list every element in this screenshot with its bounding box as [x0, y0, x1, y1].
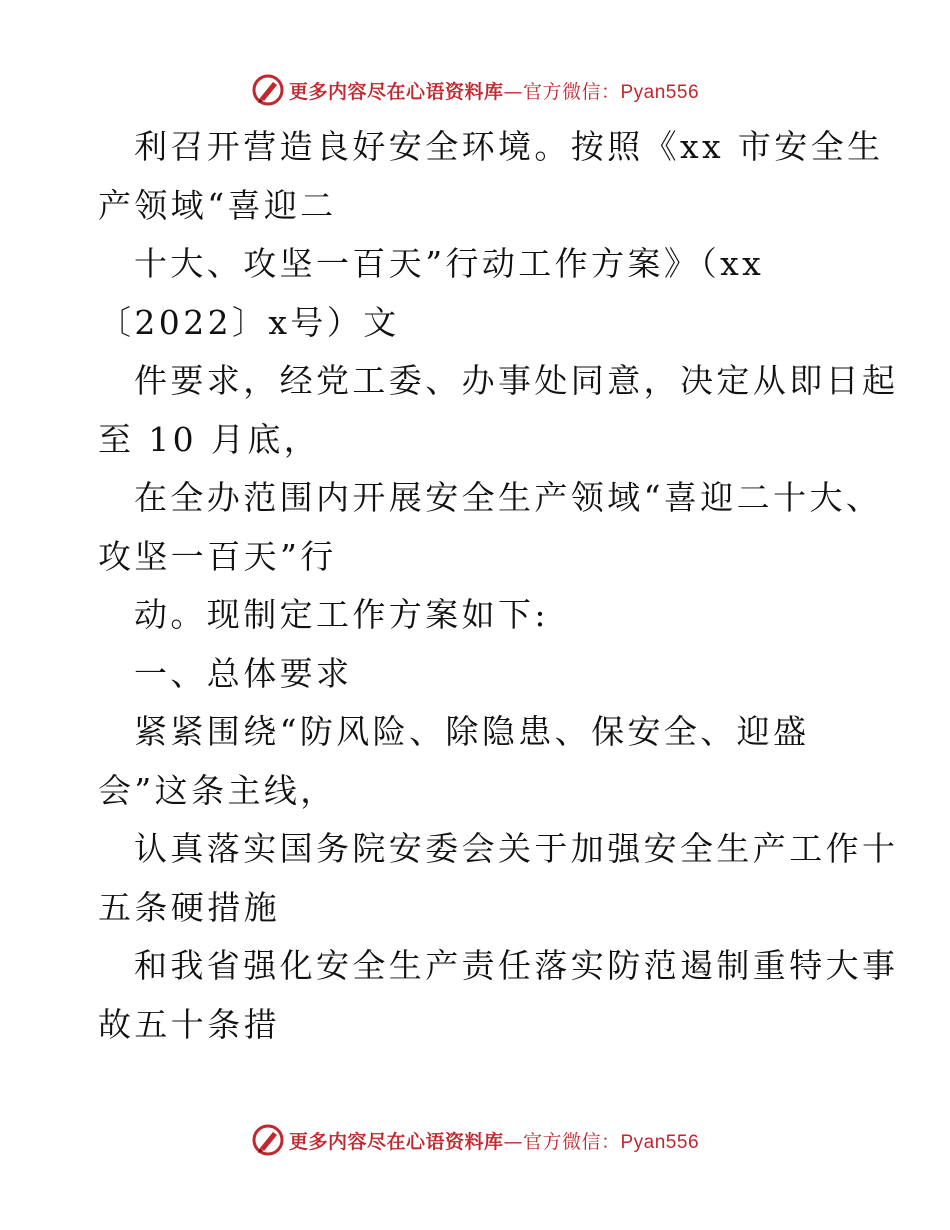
text-line: 产领域“喜迎二: [98, 185, 337, 225]
watermark-label: 官方微信：: [522, 80, 621, 103]
text-line: 故五十条措: [98, 1004, 280, 1044]
watermark-site-name: 更多内容尽在心语资料库: [288, 1130, 504, 1153]
text-line: 利召开营造良好安全环境。按照《xx 市安全生: [134, 127, 884, 166]
text-line: 攻坚一百天”行: [98, 536, 337, 576]
watermark-label: 官方微信：: [522, 1130, 621, 1153]
text-line: 〔2022〕x号）文: [98, 302, 400, 342]
footer-watermark: [0, 1120, 950, 1160]
header-watermark: [0, 70, 950, 110]
watermark-text: [289, 1127, 699, 1154]
text-line: 至 10 月底，: [98, 419, 321, 459]
watermark-separator: —: [503, 1130, 523, 1153]
pen-logo-icon: [251, 1123, 285, 1157]
watermark-account: Pyan556: [620, 1131, 700, 1153]
watermark-site-name: 更多内容尽在心语资料库: [288, 80, 504, 103]
pen-logo-icon: [251, 73, 285, 107]
text-line: 动。现制定工作方案如下:: [134, 595, 549, 634]
text-line: 十大、攻坚一百天”行动工作方案》（xx: [134, 244, 765, 283]
text-line: 会”这条主线，: [98, 770, 337, 810]
text-line: 在全办范围内开展安全生产领域“喜迎二十大、: [134, 478, 883, 517]
watermark-separator: —: [503, 80, 523, 103]
text-line: 紧紧围绕“防风险、除隐患、保安全、迎盛: [134, 712, 810, 751]
text-line: 五条硬措施: [98, 887, 280, 927]
document-body: [98, 118, 899, 1054]
text-line: 一、总体要求: [134, 653, 353, 693]
text-line: 和我省强化安全生产责任落实防范遏制重特大事: [134, 946, 899, 985]
text-line: 件要求，经党工委、办事处同意，决定从即日起: [134, 361, 899, 400]
text-line: 认真落实国务院安委会关于加强安全生产工作十: [134, 829, 899, 868]
watermark-text: [289, 77, 699, 104]
watermark-account: Pyan556: [620, 81, 700, 103]
